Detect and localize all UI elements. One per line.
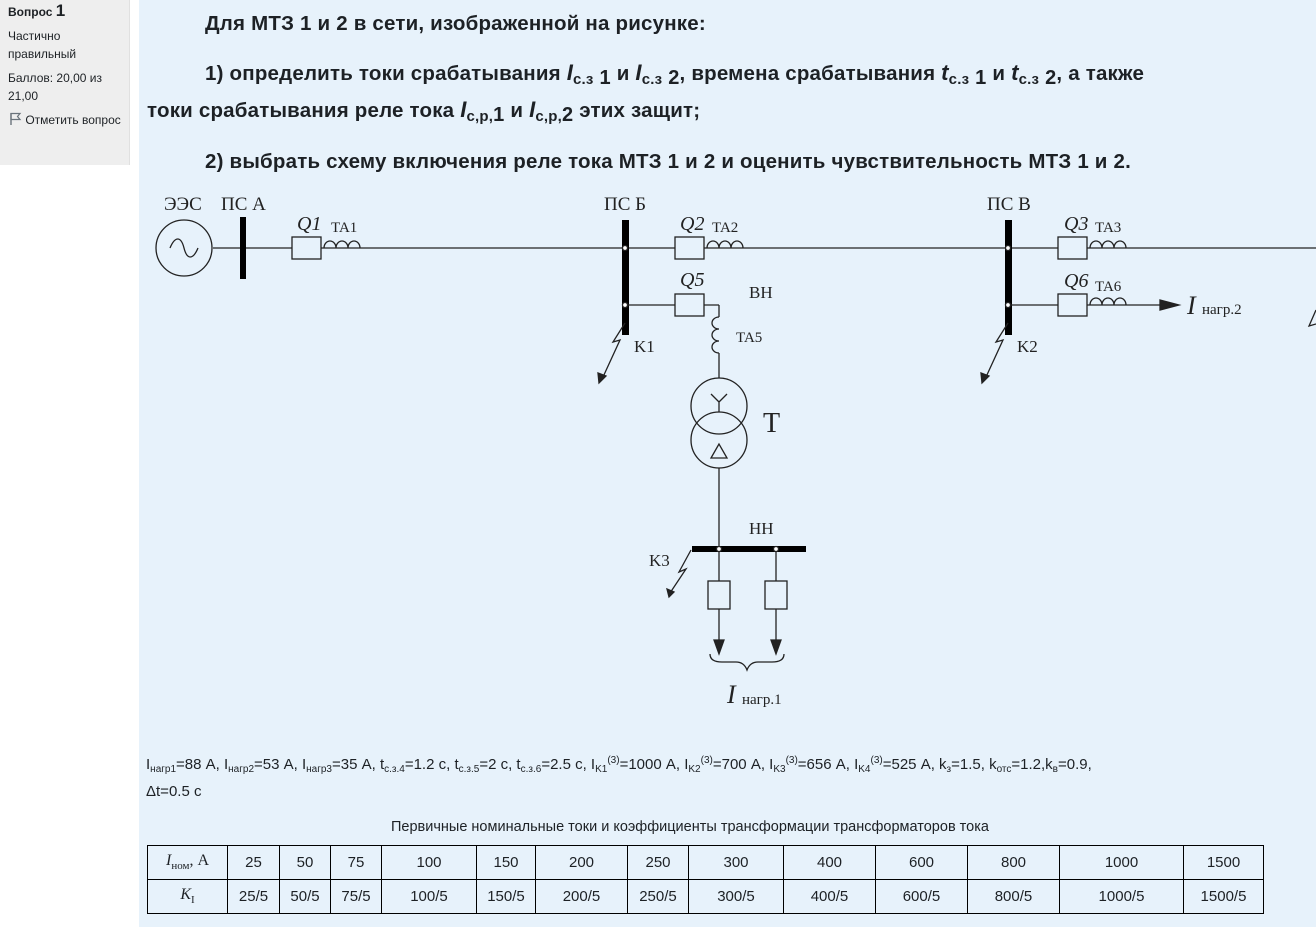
param-segment: (3): [785, 755, 798, 766]
bus-ps-v: [1005, 220, 1012, 335]
task-intro: Для МТЗ 1 и 2 в сети, изображенной на рисунке:: [205, 12, 706, 35]
param-segment: =1.2 с, t: [404, 756, 459, 773]
breaker-q1: [292, 237, 321, 259]
load-brace: [710, 654, 784, 670]
load-1a: [708, 581, 730, 609]
param-segment: нагр3: [306, 764, 332, 775]
param-segment: с.з.4: [384, 764, 405, 775]
ta6-label: TA6: [1095, 279, 1122, 295]
ps-b-label: ПС Б: [604, 194, 647, 215]
q6-label: Q6: [1064, 270, 1089, 292]
param-segment: (3): [607, 755, 620, 766]
ct-ta1: [324, 241, 360, 248]
cell-ratio: 800/5: [968, 880, 1060, 914]
param-segment: нагр2: [228, 764, 255, 775]
param-segment: K4: [858, 764, 871, 775]
param-segment: (3): [700, 755, 713, 766]
param-segment: =2 с, t: [479, 756, 521, 773]
param-segment: =525 А, k: [882, 756, 947, 773]
ta3-label: TA3: [1095, 220, 1122, 236]
fault-k2-arrow: [986, 323, 1008, 377]
transformer-label: T: [763, 408, 781, 439]
parameters-line-2: Δt=0.5 с: [146, 783, 202, 800]
param-segment: =88 А, I: [176, 756, 229, 773]
k1-label: K1: [634, 337, 655, 356]
flag-question-link[interactable]: Отметить вопрос: [8, 111, 121, 129]
cell-rated-current: 800: [968, 846, 1060, 880]
cell-ratio: 1500/5: [1184, 880, 1264, 914]
cell-ratio: 1000/5: [1060, 880, 1184, 914]
param-segment: K1: [595, 764, 608, 775]
cell-ratio: 25/5: [228, 880, 280, 914]
k3-label: K3: [649, 551, 670, 570]
nn-label: НН: [749, 519, 774, 538]
question-score: Баллов: 20,00 из 21,00: [8, 71, 102, 103]
q3-label: Q3: [1064, 213, 1089, 235]
q2-label: Q2: [680, 213, 705, 235]
param-segment: =35 А, t: [332, 756, 385, 773]
cell-rated-current: 250: [628, 846, 689, 880]
table-caption: Первичные номинальные токи и коэффициенты трансформации трансформаторов тока: [391, 819, 989, 835]
task-item2: 2) выбрать схему включения реле тока МТЗ 1 и 2 и оценить чувствительность МТЗ 1 и 2.: [205, 150, 1132, 173]
breaker-q5: [675, 294, 704, 316]
breaker-q6: [1058, 294, 1087, 316]
cell-ratio: 75/5: [331, 880, 382, 914]
cell-rated-current: 75: [331, 846, 382, 880]
cell-ratio: 250/5: [628, 880, 689, 914]
cell-ratio: 600/5: [876, 880, 968, 914]
generator-symbol: [156, 220, 212, 276]
cell-rated-current: 150: [477, 846, 536, 880]
cell-ratio: 200/5: [536, 880, 628, 914]
transformer-symbol: [691, 378, 747, 468]
i-load2-label: I: [1187, 291, 1196, 320]
question-info-panel: [0, 0, 130, 165]
param-segment: нагр1: [150, 764, 177, 775]
ta2-label: TA2: [712, 220, 739, 236]
param-segment: отс: [996, 764, 1012, 775]
fault-k1-arrow: [603, 323, 625, 377]
task-item1-line1: 1) определить токи срабатывания $I_{с.з}$ $_1$ и $I_{с.з}$ $_2$, времена срабатывания $t_{с.з}$ $_1$ и $t_{с.з}$ $_2$, а также: [205, 60, 1145, 89]
ct-ta5: [712, 317, 719, 353]
param-segment: =2.5 с, I: [541, 756, 596, 773]
param-segment: с.з.5: [458, 764, 480, 775]
bus-ps-b: [622, 220, 629, 335]
i-load1-label: I: [727, 680, 736, 709]
task-item1-line2: токи срабатывания реле тока $I_{с,р,1}$ и $I_{с,р,2}$ этих защит;: [147, 97, 701, 126]
cell-rated-current: 50: [280, 846, 331, 880]
ta1-label: TA1: [331, 220, 358, 236]
param-segment: K3: [773, 764, 786, 775]
question-content: [139, 0, 1316, 927]
ct-ratio-table: [147, 845, 1264, 914]
header-rated-current: $I_{ном}$, А: [148, 846, 228, 880]
ps-a-label: ПС А: [221, 194, 266, 215]
fault-k3-arrow: [670, 550, 691, 593]
bus-ps-a: [240, 217, 246, 279]
breaker-q3: [1058, 237, 1087, 259]
param-segment: =1.2,k: [1011, 756, 1053, 773]
param-segment: I: [146, 756, 151, 773]
cell-ratio: 300/5: [689, 880, 784, 914]
cell-rated-current: 1500: [1184, 846, 1264, 880]
load-1b: [765, 581, 787, 609]
cell-ratio: 100/5: [382, 880, 477, 914]
q5-label: Q5: [680, 269, 705, 291]
network-diagram: [139, 180, 1316, 715]
i-load2-sub: нагр.2: [1202, 302, 1242, 318]
ps-v-label: ПС В: [987, 194, 1031, 215]
cell-rated-current: 1000: [1060, 846, 1184, 880]
bus-nn: [692, 546, 806, 552]
i-load1-sub: нагр.1: [742, 692, 782, 708]
param-segment: =53 А, I: [254, 756, 307, 773]
cell-rated-current: 600: [876, 846, 968, 880]
param-segment: =1.5, k: [951, 756, 997, 773]
vn-label: ВН: [749, 283, 773, 302]
param-segment: з: [946, 764, 952, 775]
k2-label: K2: [1017, 337, 1038, 356]
param-segment: =656 А, I: [797, 756, 859, 773]
q1-label: Q1: [297, 213, 322, 235]
header-ratio: $K_I$: [148, 880, 228, 914]
cell-ratio: 150/5: [477, 880, 536, 914]
ta5-label: TA5: [736, 330, 763, 346]
cell-rated-current: 25: [228, 846, 280, 880]
cell-rated-current: 300: [689, 846, 784, 880]
ees-label: ЭЭС: [164, 194, 202, 215]
cell-ratio: 400/5: [784, 880, 876, 914]
given-parameters: [146, 755, 1092, 800]
param-segment: (3): [870, 755, 883, 766]
fault-k4-arrow-partial: [1309, 310, 1316, 326]
param-segment: =700 А, I: [712, 756, 774, 773]
param-segment: с.з.6: [520, 764, 542, 775]
table-row-currents: [148, 846, 1264, 880]
question-status: Частично правильный: [8, 29, 77, 61]
cell-rated-current: 400: [784, 846, 876, 880]
table-row-ratios: [148, 880, 1264, 914]
cell-ratio: 50/5: [280, 880, 331, 914]
question-number: Вопрос 1: [8, 1, 66, 20]
cell-rated-current: 100: [382, 846, 477, 880]
param-segment: =1000 А, I: [619, 756, 689, 773]
cell-rated-current: 200: [536, 846, 628, 880]
breaker-q2: [675, 237, 704, 259]
ct-ta6: [1090, 298, 1126, 305]
ct-ta3: [1090, 241, 1126, 248]
param-segment: K2: [688, 764, 701, 775]
param-segment: в: [1052, 764, 1058, 775]
ct-ta2: [707, 241, 743, 248]
flag-icon: [8, 112, 22, 126]
param-segment: =0.9,: [1057, 756, 1092, 773]
parameters-line-1: [146, 755, 1092, 775]
